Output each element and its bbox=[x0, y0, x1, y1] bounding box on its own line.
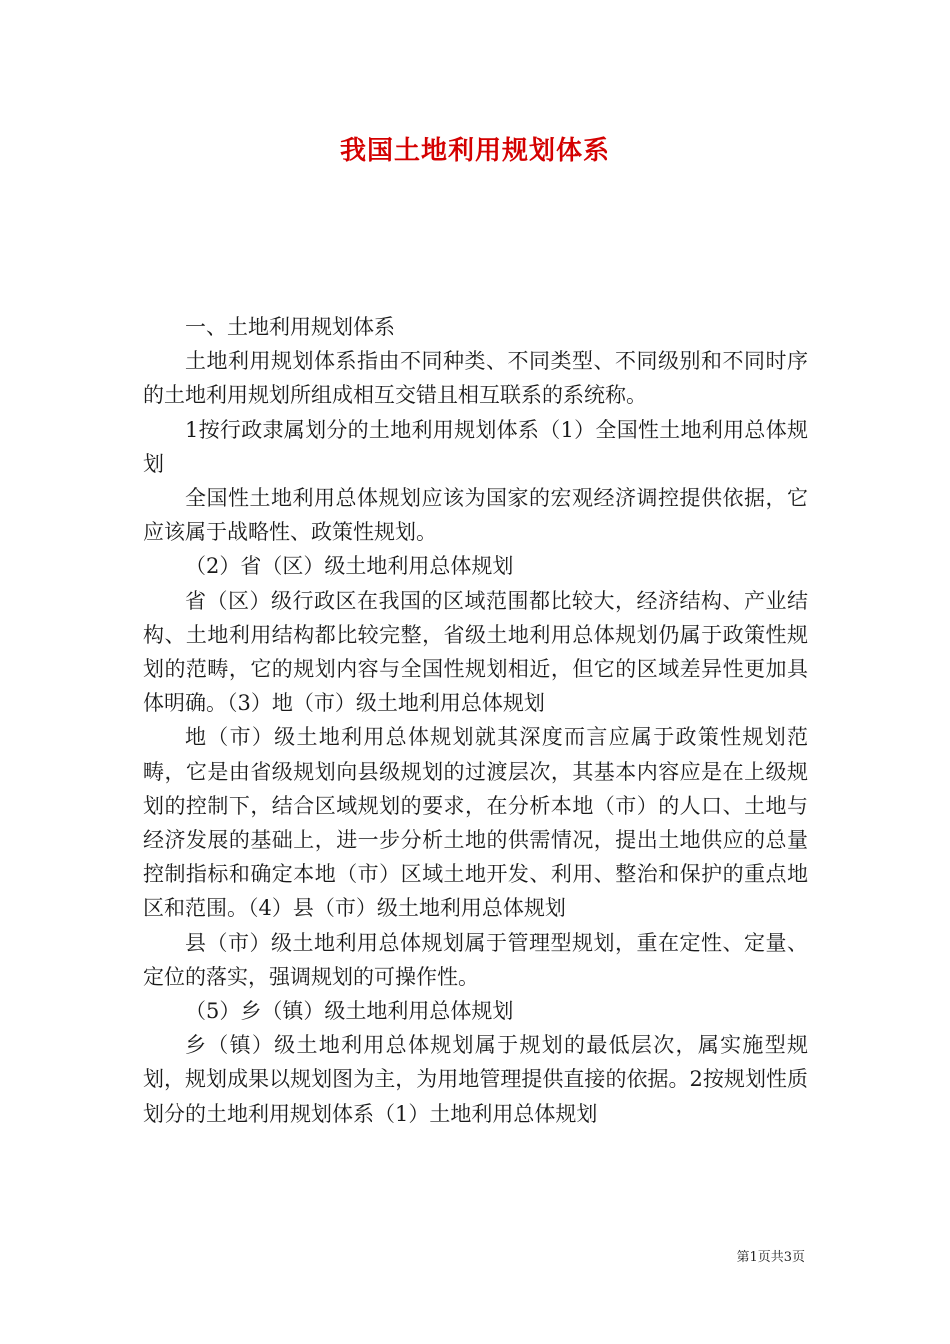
paragraph-6: 省（区）级行政区在我国的区域范围都比较大，经济结构、产业结构、土地利用结构都比较完整，省级土地利用总体规划仍属于政策性规划的范畴，它的规划内容与全国性规划相近，但它的区域差异性更加具体明确。（3）地（市）级土地利用总体规划 bbox=[143, 588, 808, 716]
paragraph-2: 土地利用规划体系指由不同种类、不同类型、不同级别和不同时序的土地利用规划所组成相互交错且相互联系的系统称。 bbox=[143, 349, 808, 408]
paragraph-7: 地（市）级土地利用总体规划就其深度而言应属于政策性规划范畴，它是由省级规划向县级规划的过渡层次，其基本内容应是在上级规划的控制下，结合区域规划的要求，在分析本地（市）的人口、土地与经济发展的基础上，进一步分析土地的供需情况，提出土地供应的总量控制指标和确定本地（市）区域土地开发、利用、整治和保护的重点地区和范围。（4）县（市）级土地利用总体规划 bbox=[143, 725, 808, 921]
paragraph-8: 县（市）级土地利用总体规划属于管理型规划，重在定性、定量、定位的落实，强调规划的可操作性。 bbox=[143, 930, 808, 989]
document-body bbox=[143, 310, 808, 1131]
page-number-footer: 第1页共3页 bbox=[736, 1250, 805, 1265]
document-title: 我国土地利用规划体系 bbox=[339, 136, 610, 166]
paragraph-4: 全国性土地利用总体规划应该为国家的宏观经济调控提供依据，它应该属于战略性、政策性规划。 bbox=[143, 486, 808, 545]
paragraph-10: 乡（镇）级土地利用总体规划属于规划的最低层次，属实施型规划，规划成果以规划图为主，为用地管理提供直接的依据。2按规划性质划分的土地利用规划体系（1）土地利用总体规划 bbox=[143, 1033, 808, 1126]
paragraph-5: （2）省（区）级土地利用总体规划 bbox=[185, 554, 514, 579]
paragraph-9: （5）乡（镇）级土地利用总体规划 bbox=[185, 999, 514, 1024]
paragraph-3: 1按行政隶属划分的土地利用规划体系（1）全国性土地利用总体规划 bbox=[143, 417, 808, 476]
paragraph-1: 一、土地利用规划体系 bbox=[185, 315, 395, 339]
